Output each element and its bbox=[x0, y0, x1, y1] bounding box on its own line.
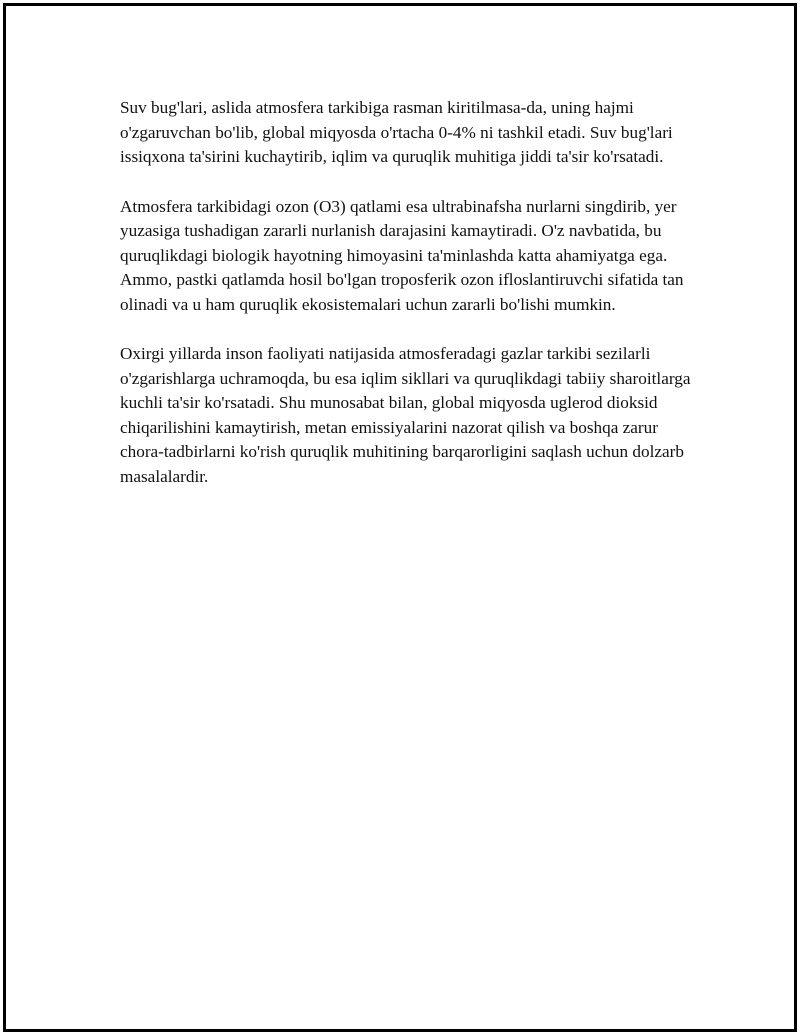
paragraph-human-activity: Oxirgi yillarda inson faoliyati natijasida atmosferadagi gazlar tarkibi sezilarli o'zgarishlarga uchramoqda, bu esa iqlim sikllari va quruqlikdagi tabiiy sharoitlarga kuchli ta'sir ko'rsatadi. Shu munosabat bilan, global miqyosda uglerod dioksid chiqarilishini kamaytirish, metan emissiyalarini nazorat qilish va boshqa zarur chora-tadbirlarni ko'rish quruqlik muhitining barqarorligini saqlash uchun dolzarb masalalardir. bbox=[120, 344, 691, 486]
paragraph-water-vapor: Suv bug'lari, aslida atmosfera tarkibiga rasman kiritilmasa-da, uning hajmi o'zgaruvchan bo'lib, global miqyosda o'rtacha 0-4% ni tashkil etadi. Suv bug'lari issiqxona ta'sirini kuchaytirib, iqlim va quruqlik muhitiga jiddi ta'sir ko'rsatadi. bbox=[120, 98, 673, 166]
document-body bbox=[120, 96, 700, 514]
paragraph-ozone-layer: Atmosfera tarkibidagi ozon (O3) qatlami esa ultrabinafsha nurlarni singdirib, yer yuzasiga tushadigan zararli nurlanish darajasini kamaytiradi. O'z navbatida, bu quruqlikdagi biologik hayotning himoyasini ta'minlashda katta ahamiyatga ega. Ammo, pastki qatlamda hosil bo'lgan troposferik ozon ifloslantiruvchi sifatida tan olinadi va u ham quruqlik ekosistemalari uchun zararli bo'lishi mumkin. bbox=[120, 196, 684, 314]
page-frame bbox=[3, 3, 797, 1032]
